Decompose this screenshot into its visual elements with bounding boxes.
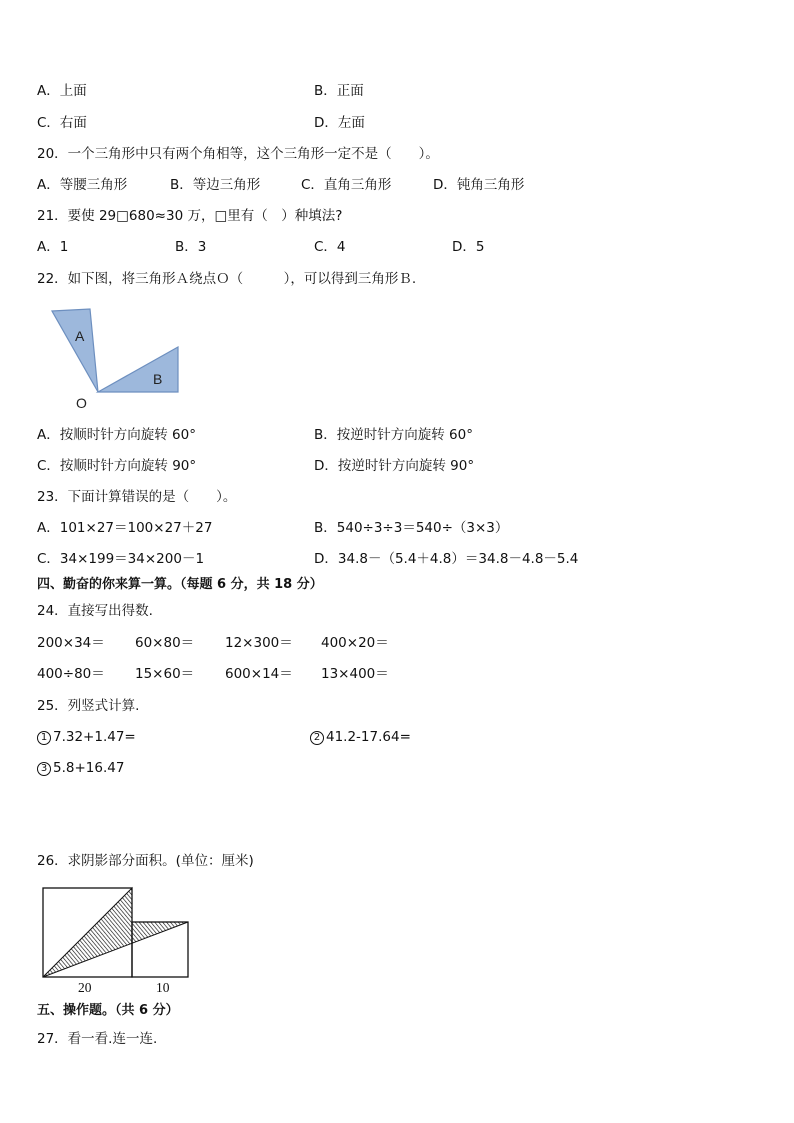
section4-title: 四、勤奋的你来算一算。（每题 6 分，共 18 分） <box>37 577 323 592</box>
q25-item-3-expr: 5.8+16.47 <box>53 760 125 776</box>
q20-option-a: A．等腰三角形 <box>37 177 128 193</box>
q25-item-2-expr: 41.2-17.64= <box>326 729 411 745</box>
q25-stem: 25．列竖式计算. <box>37 698 140 714</box>
q24-row1-item4: 400×20＝ <box>321 635 389 651</box>
section5-title: 五、操作题。（共 6 分） <box>37 1003 179 1018</box>
q21-stem: 21．要使 29□680≈30 万，□里有（ ）种填法? <box>37 208 343 224</box>
q19-option-b: B．正面 <box>314 83 364 99</box>
label-20: 20 <box>78 980 92 995</box>
q23-option-d: D．34.8－（5.4＋4.8）＝34.8－4.8－5.4 <box>314 551 579 567</box>
label-10: 10 <box>156 980 170 995</box>
q24-row2-item4: 13×400＝ <box>321 666 389 682</box>
q20-option-c: C．直角三角形 <box>301 177 392 193</box>
shaded-area-figure <box>40 884 195 999</box>
q23-option-a: A．101×27＝100×27＋27 <box>37 520 213 536</box>
q21-option-c: C．4 <box>314 239 346 255</box>
q23-stem: 23．下面计算错误的是（ ）。 <box>37 489 237 505</box>
triangle-b-label: B <box>153 371 163 387</box>
rotation-figure <box>40 305 200 415</box>
q22-option-c: C．按顺时针方向旋转 90° <box>37 458 197 474</box>
q27-stem: 27．看一看.连一连. <box>37 1031 158 1047</box>
q22-option-d: D．按逆时针方向旋转 90° <box>314 458 475 474</box>
q25-item-3 <box>37 759 124 777</box>
circled-number: 2 <box>310 731 324 745</box>
q24-row2-item3: 600×14＝ <box>225 666 293 682</box>
q21-option-a: A．1 <box>37 239 69 255</box>
q24-row1-item3: 12×300＝ <box>225 635 293 651</box>
triangle-a-label: A <box>75 328 85 344</box>
q25-item-1-expr: 7.32+1.47= <box>53 729 136 745</box>
shaded-region <box>43 888 188 977</box>
q25-item-2 <box>310 728 411 746</box>
q24-stem: 24．直接写出得数. <box>37 603 153 619</box>
q20-option-b: B．等边三角形 <box>170 177 261 193</box>
q25-item-1 <box>37 728 136 746</box>
q22-option-a: A．按顺时针方向旋转 60° <box>37 427 196 443</box>
circled-number: 1 <box>37 731 51 745</box>
triangle-b <box>98 347 178 392</box>
q26-stem: 26．求阴影部分面积。(单位：厘米) <box>37 853 254 869</box>
circled-number: 3 <box>37 762 51 776</box>
q23-option-b: B．540÷3÷3＝540÷（3×3） <box>314 520 509 536</box>
q24-row1-item2: 60×80＝ <box>135 635 195 651</box>
q21-option-d: D．5 <box>452 239 485 255</box>
q19-option-c: C．右面 <box>37 115 87 131</box>
q22-stem: 22．如下图，将三角形Ａ绕点Ｏ（ ），可以得到三角形Ｂ. <box>37 271 417 287</box>
q23-option-c: C．34×199＝34×200－1 <box>37 551 205 567</box>
q19-option-d: D．左面 <box>314 115 365 131</box>
triangle-a <box>52 309 98 392</box>
q24-row2-item1: 400÷80＝ <box>37 666 105 682</box>
point-o-label: O <box>76 395 87 411</box>
q22-option-b: B．按逆时针方向旋转 60° <box>314 427 473 443</box>
q20-stem: 20．一个三角形中只有两个角相等，这个三角形一定不是（ ）。 <box>37 146 439 162</box>
q21-option-b: B．3 <box>175 239 207 255</box>
q20-option-d: D．钝角三角形 <box>433 177 525 193</box>
q24-row1-item1: 200×34＝ <box>37 635 105 651</box>
q19-option-a: A．上面 <box>37 83 87 99</box>
q24-row2-item2: 15×60＝ <box>135 666 195 682</box>
